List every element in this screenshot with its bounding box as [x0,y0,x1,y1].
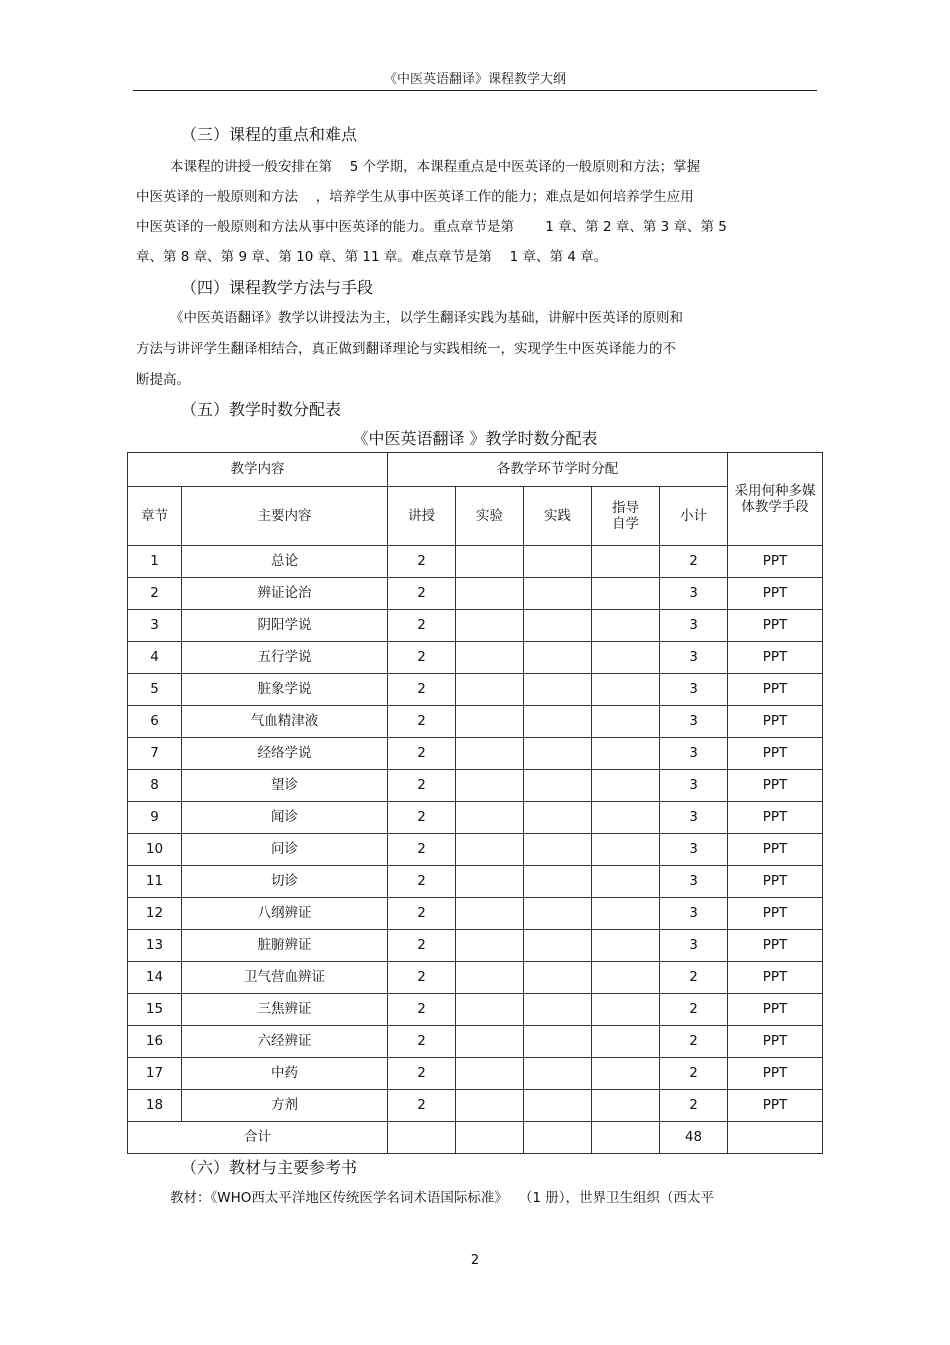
cell-guided [592,1058,660,1090]
cell-media: PPT [728,738,823,770]
cell-practice [524,738,592,770]
cell-subtotal: 3 [660,834,728,866]
cell-media: PPT [728,642,823,674]
table-row [128,642,823,674]
cell-experiment [456,994,524,1026]
cell-content: 问诊 [182,834,388,866]
cell-practice [524,706,592,738]
cell-practice [524,770,592,802]
cell-lecture: 2 [388,642,456,674]
cell-lecture: 2 [388,898,456,930]
cell-chapter: 14 [128,962,182,994]
table-row [128,770,823,802]
cell-chapter: 4 [128,642,182,674]
cell-guided [592,578,660,610]
cell-chapter: 10 [128,834,182,866]
section-4-line-2: 方法与讲评学生翻译相结合，真正做到翻译理论与实践相统一，实现学生中医英译能力的不 [136,341,676,357]
cell-guided [592,898,660,930]
cell-lecture: 2 [388,770,456,802]
table-row [128,1090,823,1122]
page-number: 2 [470,1253,480,1268]
table-row [128,962,823,994]
table-row [128,1026,823,1058]
cell-media: PPT [728,898,823,930]
col-experiment: 实验 [456,487,524,546]
section-3-line-3: 中医英译的一般原则和方法从事中医英译的能力。重点章节是第 1 章、第 2 章、第 3 章、第 5 [136,219,727,235]
cell-practice [524,578,592,610]
cell-lecture: 2 [388,802,456,834]
cell-guided [592,1026,660,1058]
cell-lecture: 2 [388,1058,456,1090]
total-practice [524,1122,592,1154]
cell-content: 中药 [182,1058,388,1090]
section-3-line-1: 本课程的讲授一般安排在第 5 个学期，本课程重点是中医英译的一般原则和方法；掌握 [170,159,701,175]
section-6-line-1: 教材：《WHO西太平洋地区传统医学名词术语国际标准》 （1 册），世界卫生组织（西太平 [170,1190,715,1206]
cell-guided [592,738,660,770]
cell-practice [524,1058,592,1090]
page-header: 《中医英语翻译》课程教学大纲 [383,72,566,87]
section-4-line-3: 断提高。 [136,372,190,388]
cell-practice [524,834,592,866]
cell-content: 五行学说 [182,642,388,674]
cell-guided [592,642,660,674]
cell-guided [592,546,660,578]
header-teaching-content: 教学内容 [128,453,388,487]
cell-chapter: 1 [128,546,182,578]
cell-experiment [456,1058,524,1090]
cell-lecture: 2 [388,738,456,770]
cell-lecture: 2 [388,674,456,706]
cell-experiment [456,834,524,866]
cell-subtotal: 3 [660,802,728,834]
cell-chapter: 16 [128,1026,182,1058]
cell-subtotal: 2 [660,546,728,578]
table-row [128,802,823,834]
cell-lecture: 2 [388,706,456,738]
cell-content: 卫气营血辨证 [182,962,388,994]
cell-chapter: 9 [128,802,182,834]
table-row [128,546,823,578]
cell-content: 总论 [182,546,388,578]
cell-lecture: 2 [388,546,456,578]
cell-content: 六经辨证 [182,1026,388,1058]
cell-media: PPT [728,706,823,738]
cell-lecture: 2 [388,834,456,866]
cell-practice [524,994,592,1026]
table-row [128,994,823,1026]
cell-content: 三焦辨证 [182,994,388,1026]
cell-experiment [456,962,524,994]
cell-experiment [456,738,524,770]
total-value: 48 [660,1122,728,1154]
cell-guided [592,770,660,802]
table-row [128,706,823,738]
cell-chapter: 18 [128,1090,182,1122]
table-title: 《中医英语翻译 》教学时数分配表 [352,429,598,448]
cell-practice [524,1026,592,1058]
cell-practice [524,962,592,994]
cell-practice [524,898,592,930]
col-guided-self-study: 指导自学 [592,487,660,546]
cell-media: PPT [728,578,823,610]
cell-media: PPT [728,834,823,866]
cell-chapter: 2 [128,578,182,610]
cell-content: 脏腑辨证 [182,930,388,962]
col-main-content: 主要内容 [182,487,388,546]
section-5-heading: （五）教学时数分配表 [181,400,342,419]
cell-lecture: 2 [388,578,456,610]
cell-lecture: 2 [388,610,456,642]
header-rule [133,90,817,91]
cell-lecture: 2 [388,866,456,898]
cell-guided [592,866,660,898]
cell-subtotal: 3 [660,706,728,738]
cell-content: 切诊 [182,866,388,898]
cell-experiment [456,898,524,930]
cell-practice [524,546,592,578]
table-row [128,610,823,642]
cell-practice [524,674,592,706]
cell-chapter: 11 [128,866,182,898]
cell-lecture: 2 [388,930,456,962]
cell-lecture: 2 [388,962,456,994]
cell-subtotal: 2 [660,1026,728,1058]
cell-guided [592,674,660,706]
cell-content: 气血精津液 [182,706,388,738]
cell-experiment [456,930,524,962]
cell-guided [592,1090,660,1122]
cell-guided [592,834,660,866]
cell-content: 闻诊 [182,802,388,834]
cell-subtotal: 3 [660,610,728,642]
cell-experiment [456,642,524,674]
section-3-heading: （三）课程的重点和难点 [181,125,358,144]
cell-media: PPT [728,1090,823,1122]
cell-lecture: 2 [388,1090,456,1122]
hours-allocation-table [127,452,823,1154]
cell-media: PPT [728,930,823,962]
cell-subtotal: 3 [660,930,728,962]
total-guided [592,1122,660,1154]
col-lecture: 讲授 [388,487,456,546]
cell-experiment [456,1090,524,1122]
section-3-line-4: 章、第 8 章、第 9 章、第 10 章、第 11 章。难点章节是第 1 章、第 4 章。 [136,249,608,265]
cell-content: 阴阳学说 [182,610,388,642]
total-experiment [456,1122,524,1154]
cell-chapter: 6 [128,706,182,738]
cell-media: PPT [728,770,823,802]
cell-subtotal: 3 [660,738,728,770]
total-label: 合计 [128,1122,388,1154]
header-media: 采用何种多媒体教学手段 [728,453,823,546]
cell-media: PPT [728,962,823,994]
cell-chapter: 17 [128,1058,182,1090]
cell-media: PPT [728,674,823,706]
cell-media: PPT [728,994,823,1026]
table-row [128,674,823,706]
col-subtotal: 小计 [660,487,728,546]
table-row [128,866,823,898]
cell-media: PPT [728,546,823,578]
cell-subtotal: 3 [660,642,728,674]
cell-content: 八纲辨证 [182,898,388,930]
cell-chapter: 8 [128,770,182,802]
cell-practice [524,930,592,962]
cell-experiment [456,578,524,610]
cell-experiment [456,866,524,898]
cell-media: PPT [728,610,823,642]
header-hours-allocation: 各教学环节学时分配 [388,453,728,487]
table-row [128,738,823,770]
table-row [128,1058,823,1090]
cell-subtotal: 3 [660,770,728,802]
cell-experiment [456,802,524,834]
cell-chapter: 3 [128,610,182,642]
cell-chapter: 13 [128,930,182,962]
cell-chapter: 5 [128,674,182,706]
cell-media: PPT [728,802,823,834]
cell-guided [592,962,660,994]
cell-experiment [456,674,524,706]
cell-practice [524,642,592,674]
col-practice: 实践 [524,487,592,546]
table-row [128,930,823,962]
cell-content: 脏象学说 [182,674,388,706]
cell-lecture: 2 [388,1026,456,1058]
cell-subtotal: 2 [660,1058,728,1090]
section-4-heading: （四）课程教学方法与手段 [181,278,374,297]
cell-content: 辨证论治 [182,578,388,610]
cell-content: 方剂 [182,1090,388,1122]
cell-guided [592,802,660,834]
table-row [128,834,823,866]
col-chapter: 章节 [128,487,182,546]
cell-media: PPT [728,866,823,898]
cell-practice [524,610,592,642]
cell-media: PPT [728,1026,823,1058]
cell-guided [592,610,660,642]
cell-subtotal: 2 [660,994,728,1026]
cell-guided [592,706,660,738]
cell-practice [524,1090,592,1122]
cell-subtotal: 2 [660,1090,728,1122]
cell-experiment [456,1026,524,1058]
total-lecture [388,1122,456,1154]
section-4-line-1: 《中医英语翻译》教学以讲授法为主，以学生翻译实践为基础，讲解中医英译的原则和 [170,310,683,326]
cell-guided [592,994,660,1026]
cell-subtotal: 3 [660,674,728,706]
cell-lecture: 2 [388,994,456,1026]
cell-content: 望诊 [182,770,388,802]
cell-experiment [456,610,524,642]
cell-subtotal: 3 [660,866,728,898]
cell-subtotal: 3 [660,578,728,610]
cell-chapter: 12 [128,898,182,930]
cell-subtotal: 2 [660,962,728,994]
cell-content: 经络学说 [182,738,388,770]
cell-media: PPT [728,1058,823,1090]
cell-experiment [456,546,524,578]
section-3-line-2: 中医英译的一般原则和方法 ，培养学生从事中医英译工作的能力；难点是如何培养学生应用 [136,189,694,205]
cell-chapter: 7 [128,738,182,770]
cell-experiment [456,770,524,802]
cell-chapter: 15 [128,994,182,1026]
cell-practice [524,866,592,898]
cell-subtotal: 3 [660,898,728,930]
section-6-heading: （六）教材与主要参考书 [181,1158,358,1177]
cell-guided [592,930,660,962]
total-media [728,1122,823,1154]
table-row [128,578,823,610]
cell-experiment [456,706,524,738]
table-row [128,898,823,930]
cell-practice [524,802,592,834]
